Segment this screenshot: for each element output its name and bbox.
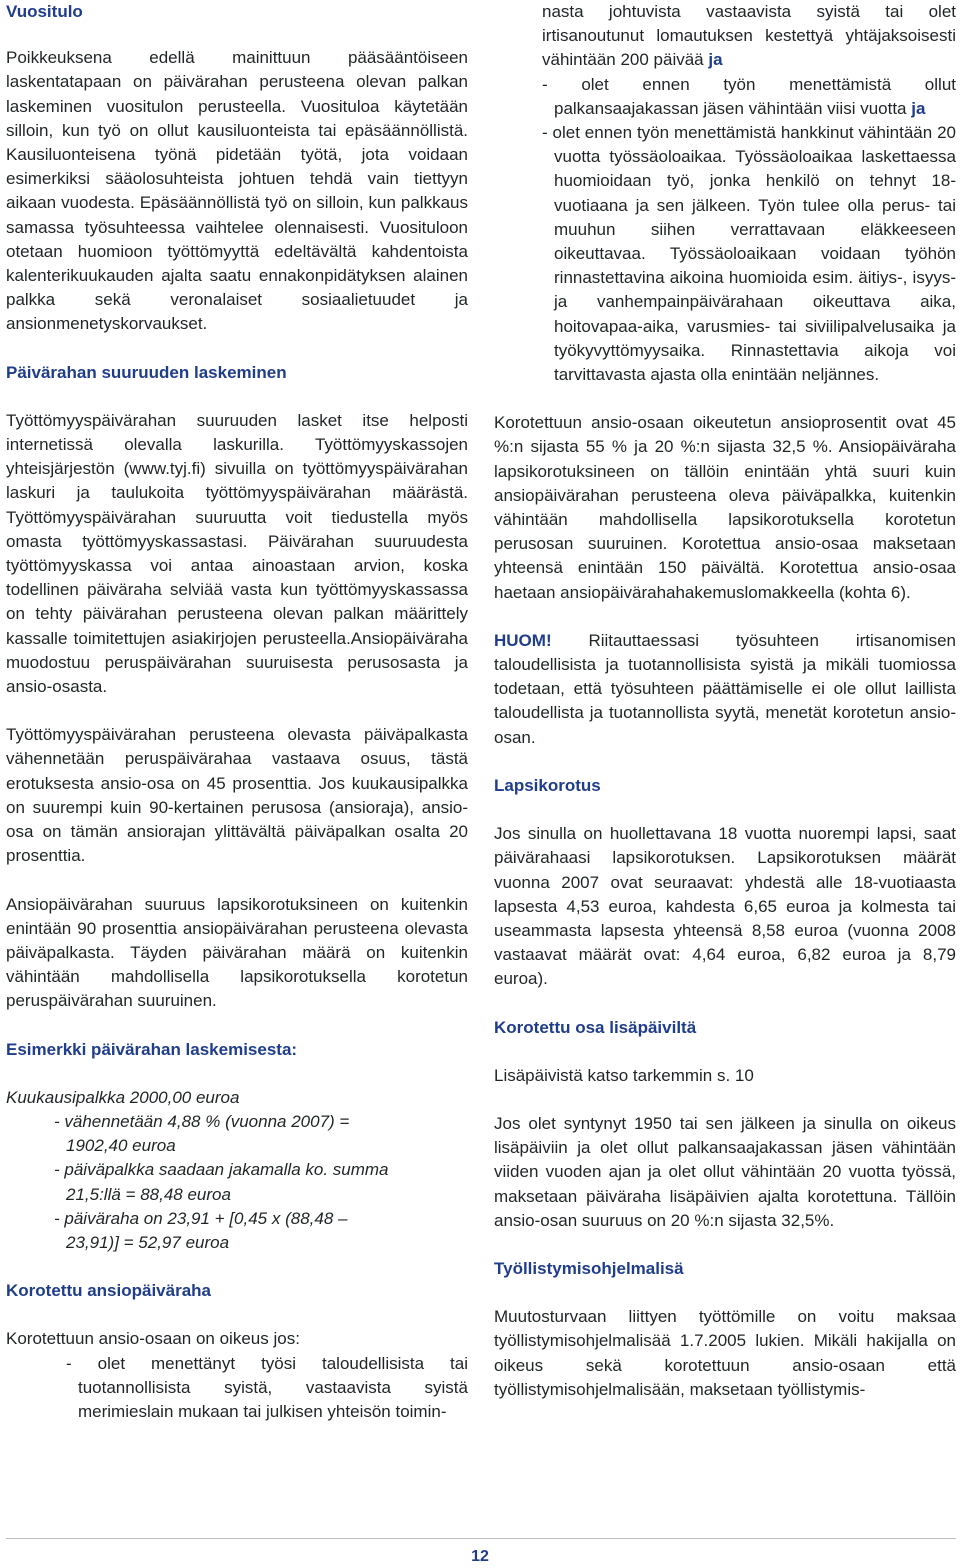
condition-1-cont-line xyxy=(542,0,956,73)
condition-2-text: - olet ennen työn menettämistä ollut palkansaajakassan jäsen vähintään viisi vuotta xyxy=(542,74,956,118)
heading-esimerkki: Esimerkki päivärahan laskemisesta: xyxy=(6,1039,298,1059)
condition-1-cont-text: nasta johtuvista vastaavista syistä tai olet irtisanoutunut lomautuksen kestettyä yhtäjaksoisesti vähintään 200 päivää xyxy=(542,2,956,70)
paragraph-vahennys: Työttömyyspäivärahan perusteena olevasta päiväpalkasta vähennetään peruspäivärahaa vastaava osuus, tästä erotuksesta ansio-osa on 45 prosenttia. Jos kuukausipalkka on suurempi kuin 90-kertainen perusosa (ansioraja), ansio-osa on tämän ansiorajan ylittävältä päiväpalkan osalta 20 prosenttia. xyxy=(6,725,468,866)
paragraph-lisapaivat: Jos olet syntynyt 1950 tai sen jälkeen ja sinulla on oikeus lisäpäiviin ja olet ollut palkansaajakassan jäsen vähintään viiden vuoden ajan ja olet ollut vähintään 20 vuotta työssä, maksetaan päiväraha lisäpäivien ajalta korotettuna. Tällöin ansio-osan suuruus on 20 %:n sijasta 32,5%. xyxy=(494,1113,956,1230)
heading-korotettu-ansiopaivaraha: Korotettu ansiopäiväraha xyxy=(6,1281,211,1301)
condition-3-text: - olet ennen työn menettämistä hankkinut vähintään 20 vuotta työssäoloaikaa. Työssäoloaikaa laskettaessa huomioidaan työ, jonka henkilö on tehnyt 18-vuotiaana ja sen jälkeen. Työn tulee olla perus- tai muuhun siihen verrattavaan eläkkeeseen oikeuttavaa. Työssäoloaikaan voidaan työhön rinnastettavina aikoina huomioida esim. äitiys-, isyys- ja vanhempainpäivärahaan oikeuttava aika, hoitovapaa-aika, varusmies- tai siviilipalvelusaika ja työkyvyttömyysaika. Rinnastettavia aikoja voi tarvittavasta ajasta olla enintään neljännes. xyxy=(542,123,956,385)
example-salary: Kuukausipalkka 2000,00 euroa xyxy=(6,1087,240,1107)
paragraph-lisapaivat-ref: Lisäpäivistä katso tarkemmin s. 10 xyxy=(494,1065,754,1085)
korotettu-condition-1-continued xyxy=(494,0,956,73)
right-column xyxy=(494,0,956,1402)
example-step-3 xyxy=(6,1207,468,1255)
example-step-3-line-2: 23,91)] = 52,97 euroa xyxy=(66,1232,230,1252)
korotettu-condition-2 xyxy=(494,73,956,121)
example-block xyxy=(6,1086,468,1255)
example-step-1 xyxy=(6,1110,468,1158)
and-connector-2: ja xyxy=(911,98,926,118)
korotettu-condition-3 xyxy=(494,121,956,387)
heading-vuositulo: Vuositulo xyxy=(6,2,83,21)
paragraph-korotettu-intro: Korotettuun ansio-osaan on oikeus jos: xyxy=(6,1329,300,1349)
example-step-2-line-2: 21,5:llä = 88,48 euroa xyxy=(66,1184,231,1204)
korotettu-condition-1 xyxy=(6,1352,468,1425)
example-step-2 xyxy=(6,1158,468,1206)
condition-2-line xyxy=(542,73,956,121)
paragraph-tyollistymisohjelmalisa: Muutosturvaan liittyen työttömille on voitu maksaa työllistymisohjelmalisää 1.7.2005 lukien. Mikäli hakijalla on oikeus sekä korotettuun ansio-osaan että työllistymisohjelmalisään, maksetaan työllistymis- xyxy=(494,1307,956,1399)
huom-label: HUOM! xyxy=(494,630,552,650)
heading-lisapaivat: Korotettu osa lisäpäiviltä xyxy=(494,1017,697,1037)
paragraph-suuruus: Työttömyyspäivärahan suuruuden lasket itse helposti internetissä olevalla laskurilla. Työttömyyskassojen yhteisjärjestön (www.tyj.fi) sivuilla on työttömyyspäivärahan laskuri ja taulukoita työttömyyspäivärahan määrästä. Työttömyyspäivärahan suuruutta voit tiedustella myös omasta työttömyyskassastasi. Päivärahan suuruudesta työttömyyskassa voi antaa ainoastaan arvion, koska todellinen päiväraha selviää vasta kun työttömyyskassassa on tehty päivärahan perusteena olevan palkan määrittely kassalle toimitettujen asiakirjojen perusteella.Ansiopäiväraha muodostuu peruspäivärahan suuruisesta perusosasta ja ansio-osasta. xyxy=(6,410,468,697)
and-connector-1: ja xyxy=(708,50,723,70)
example-step-2-line-1: - päiväpalkka saadaan jakamalla ko. summa xyxy=(54,1160,389,1180)
left-column xyxy=(6,0,468,1424)
footer-divider xyxy=(6,1538,956,1539)
paragraph-lapsikorotus-raja: Ansiopäivärahan suuruus lapsikorotuksineen on kuitenkin enintään 90 prosenttia ansiopäivärahan perusteena olevasta päiväpalkasta. Täyden päivärahan määrä on kuitenkin vähintään mahdollisella lapsikorotuksella korotetun peruspäivärahan suuruinen. xyxy=(6,894,468,1011)
huom-text: Riitauttaessasi työsuhteen irtisanomisen taloudellisista ja tuotannollisista syistä ja mikäli tuomiossa todetaan, että työsuhteen päättämiselle ei ole ollut laillista taloudellista ja tuotannollista syytä, menetät korotetun ansio-osan. xyxy=(494,630,956,747)
paragraph-lapsikorotus: Jos sinulla on huollettavana 18 vuotta nuorempi lapsi, saat päivärahaasi lapsikorotuksen. Lapsikorotuksen määrät vuonna 2007 ovat seuraavat: yhdestä alle 18-vuotiaasta lapsesta 4,53 euroa, kahdesta 6,65 euroa ja kolmesta tai useammasta lapsesta yhteensä 8,58 euroa (vuonna 2008 vastaavat määrät ovat: 4,64 euroa, 6,82 euroa ja 8,79 euroa). xyxy=(494,824,956,989)
page-number: 12 xyxy=(471,1548,489,1565)
example-step-3-line-1: - päiväraha on 23,91 + [0,45 x (88,48 – xyxy=(54,1208,348,1228)
example-step-1-line-2: 1902,40 euroa xyxy=(66,1136,176,1156)
heading-lapsikorotus: Lapsikorotus xyxy=(494,775,601,795)
example-step-1-line-1: - vähennetään 4,88 % (vuonna 2007) = xyxy=(54,1111,350,1131)
korotettu-condition-1-text: - olet menettänyt työsi taloudellisista tai tuotannollisista syistä, vastaavista syistä merimieslain mukaan tai julkisen yhteisön toimin- xyxy=(66,1353,468,1421)
paragraph-huom xyxy=(494,629,956,750)
paragraph-ansioprosentit: Korotettuun ansio-osaan oikeutetun ansioprosentit ovat 45 %:n sijasta 55 % ja 20 %:n sijasta 32,5 %. Ansiopäiväraha lapsikorotuksineen on tällöin enintään yhtä suuri kuin ansiopäivärahan perusteena oleva päiväpalkka, kuitenkin vähintään mahdollisella lapsikorotuksella korotetun perusosan suuruinen. Korotettua ansio-osaa maksetaan yhteensä enintään 150 päivältä. Korotettua ansio-osaa haetaan ansiopäivärahahakemuslomakkeella (kohta 6). xyxy=(494,413,956,602)
heading-suuruuden-laskeminen: Päivärahan suuruuden laskeminen xyxy=(6,362,287,382)
heading-tyollistymisohjelmalisa: Työllistymisohjelmalisä xyxy=(494,1258,684,1278)
paragraph-vuositulo: Poikkeuksena edellä mainittuun pääsääntöiseen laskentatapaan on päivärahan perusteena olevan palkan laskeminen vuositulon perusteella. Vuosituloa käytetään silloin, kun työ on ollut kausiluonteista tai epäsäännöllistä. Kausiluonteisena työnä pidetään työtä, jota voidaan esimerkiksi sääolosuhteista johtuen tehdä vain tiettyyn aikaan vuodesta. Epäsäännöllistä työ on silloin, kun palkkaus samassa työsuhteessa vaihtelee olennaisesti. Vuosituloon otetaan huomioon työttömyyttä edeltävältä kahdentoista kalenterikuukauden ajalta saatu ennakonpidätyksen alainen palkka sekä veronalaiset sosiaalietuudet ja ansionmenetyskorvaukset. xyxy=(6,48,468,334)
